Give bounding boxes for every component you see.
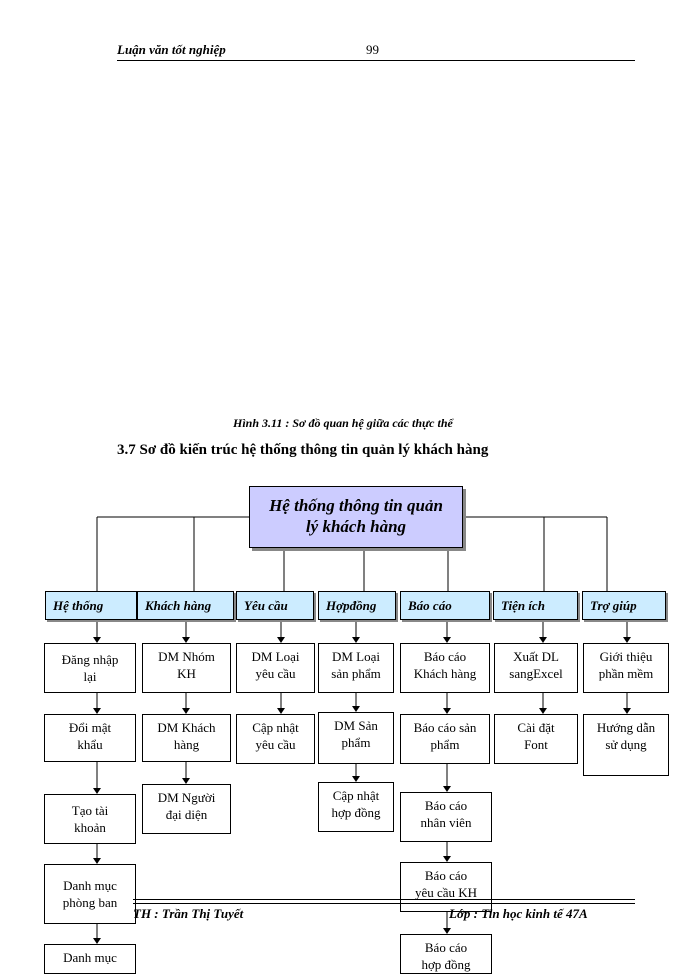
node-doi-mat-khau: Đổi mật khẩu	[44, 714, 136, 762]
category-tro-giup: Trợ giúp	[582, 591, 666, 620]
node-dm-loai-san-pham: DM Loại sản phẩm	[318, 643, 394, 693]
diagram-root-node: Hệ thống thông tin quản lý khách hàng	[249, 486, 463, 548]
node-huong-dan-su-dung: Hướng dẫn sử dụng	[583, 714, 669, 776]
node-bao-cao-nhan-vien: Báo cáo nhân viên	[400, 792, 492, 842]
node-dm-san-pham: DM Sản phẩm	[318, 712, 394, 764]
section-heading: 3.7 Sơ đồ kiến trúc hệ thống thông tin quản lý khách hàng	[117, 442, 489, 458]
page-number: 99	[366, 42, 379, 57]
node-dang-nhap-lai: Đăng nhập lại	[44, 643, 136, 693]
node-dm-khach-hang: DM Khách hàng	[142, 714, 231, 762]
node-gioi-thieu-phan-mem: Giới thiệu phần mềm	[583, 643, 669, 693]
node-danh-muc: Danh mục	[44, 944, 136, 974]
node-cai-dat-font: Cài đặt Font	[494, 714, 578, 764]
node-danh-muc-phong-ban: Danh mục phòng ban	[44, 864, 136, 924]
running-header-title: Luận văn tốt nghiệp	[117, 42, 226, 57]
node-bao-cao-hop-dong: Báo cáo hợp đồng	[400, 934, 492, 974]
footer-rule	[133, 899, 635, 904]
node-bao-cao-yeu-cau-kh: Báo cáo yêu cầu KH	[400, 862, 492, 912]
node-cap-nhat-hop-dong: Cập nhật hợp đồng	[318, 782, 394, 832]
node-bao-cao-san-pham: Báo cáo sản phẩm	[400, 714, 490, 764]
category-hop-dong: Hợpđồng	[318, 591, 396, 620]
category-khach-hang: Khách hàng	[137, 591, 234, 620]
node-tao-tai-khoan: Tạo tài khoản	[44, 794, 136, 844]
node-dm-nguoi-dai-dien: DM Người đại diện	[142, 784, 231, 834]
node-xuat-dl-sang-excel: Xuất DL sangExcel	[494, 643, 578, 693]
footer-author: TH : Trần Thị Tuyết	[133, 906, 244, 921]
node-bao-cao-khach-hang: Báo cáo Khách hàng	[400, 643, 490, 693]
category-he-thong: Hệ thống	[45, 591, 137, 620]
footer-class: Lớp : Tin học kinh tế 47A	[449, 906, 588, 921]
figure-caption: Hình 3.11 : Sơ đồ quan hệ giữa các thực thể	[233, 416, 453, 430]
category-bao-cao: Báo cáo	[400, 591, 490, 620]
node-dm-nhom-kh: DM Nhóm KH	[142, 643, 231, 693]
node-cap-nhat-yeu-cau: Cập nhật yêu cầu	[236, 714, 315, 764]
node-dm-loai-yeu-cau: DM Loại yêu cầu	[236, 643, 315, 693]
category-yeu-cau: Yêu cầu	[236, 591, 314, 620]
category-tien-ich: Tiện ích	[493, 591, 578, 620]
